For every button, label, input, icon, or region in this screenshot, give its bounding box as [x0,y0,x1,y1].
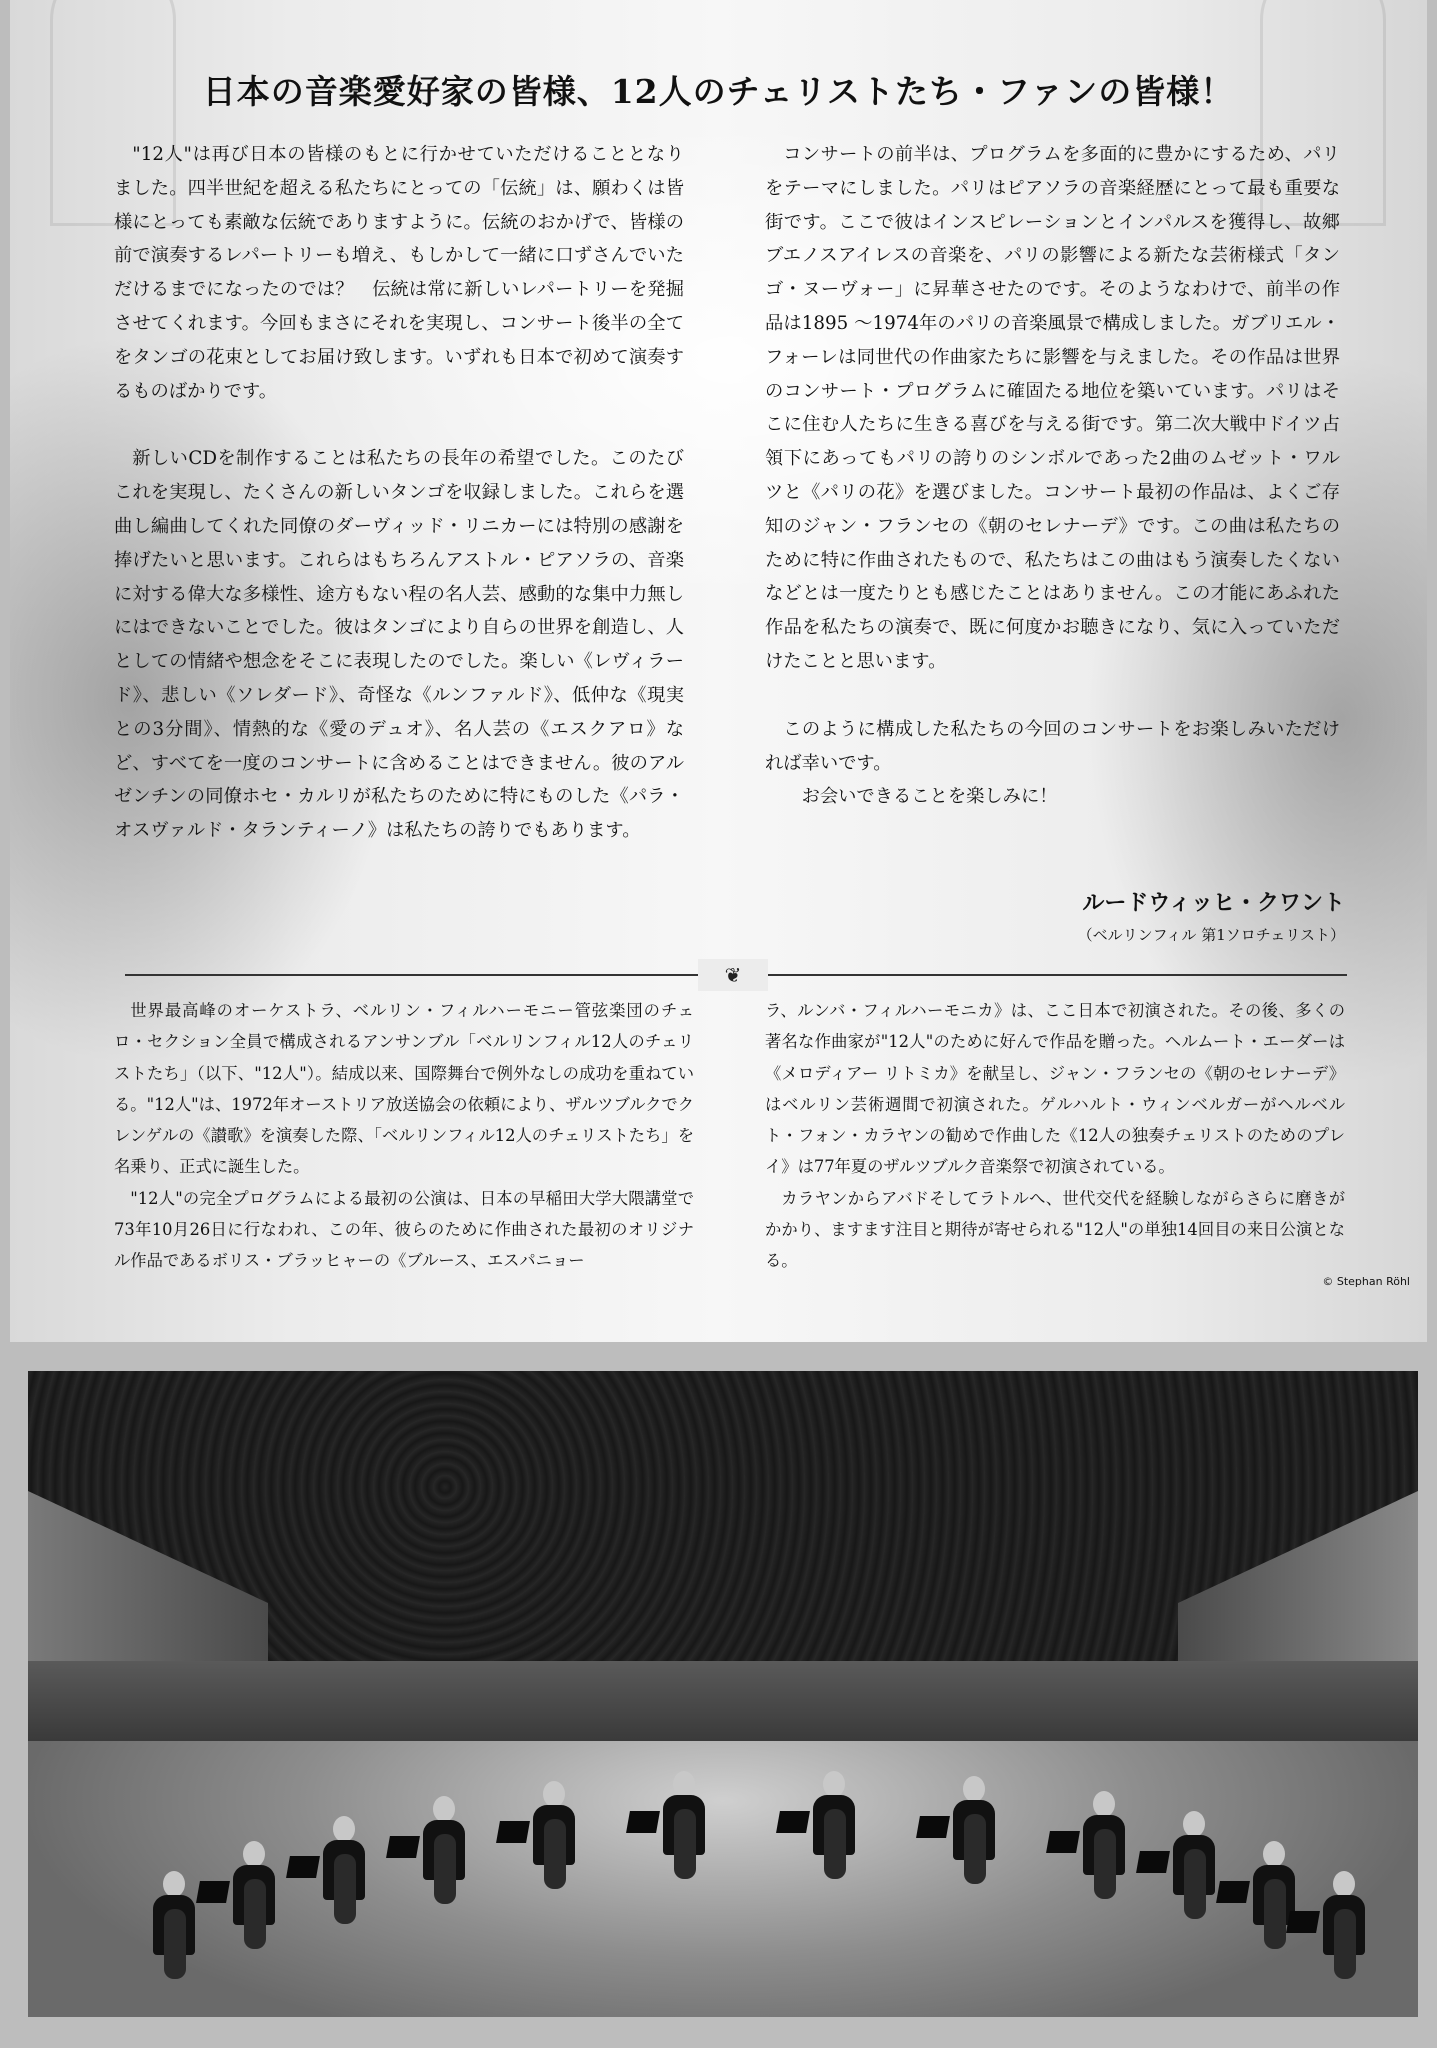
signature-name: ルードウィッヒ・クワント [1082,891,1345,916]
cellist [1078,1791,1128,1911]
letter-panel [10,0,1427,1342]
history-paragraph: カラヤンからアバドそしてラトルへ、世代交代を経験しながらさらに磨きがかかり、ますます注目と期待が寄せられる"12人"の単独14回目の来日公演となる。 [765,1188,1345,1271]
letter-column-right [765,138,1340,814]
cellist [658,1771,708,1891]
history-paragraph: 世界最高峰のオーケストラ、ベルリン・フィルハーモニー管弦楽団のチェロ・セクション全員で構成されるアンサンブル「ベルリンフィル12人のチェリストたち」（以下、"12人"）。結成以来、国際舞台で例外なしの成功を重ねている。"12人"は、1972年オーストリア放送協会の依頼により、ザルツブルクでクレンゲルの《讃歌》を演奏した際、「ベルリンフィル12人のチェリストたち」を名乗り、正式に誕生した。 [114,1001,694,1177]
history-column-left [114,995,694,1277]
cellist [1248,1841,1298,1961]
cellist [228,1841,278,1961]
letter-paragraph: このように構成した私たちの今回のコンサートをお楽しみいただければ幸いです。 [765,718,1340,774]
page-title: 日本の音楽愛好家の皆様、12人のチェリストたち・ファンの皆様！ [202,72,1235,111]
photo-credit: © Stephan Röhl [1322,1275,1410,1288]
cellist [528,1781,578,1901]
cellist [148,1871,198,1991]
history-paragraph: ラ、ルンバ・フィルハーモニカ》は、ここ日本で初演された。その後、多くの著名な作曲家が"12人"のために好んで作品を贈った。ヘルムート・エーダーは《メロディアー リトミカ》を献呈し、ジャン・フランセの《朝のセレナーデ》はベルリン芸術週間で初演された。ゲルハルト・ウィンベルガーがヘルベルト・フォン・カラヤンの勧めで作曲した《12人の独奏チェリストのためのプレイ》は77年夏のザルツブルク音楽祭で初演されている。 [765,1001,1345,1177]
letter-paragraph: コンサートの前半は、プログラムを多面的に豊かにするため、パリをテーマにしました。パリはピアソラの音楽経歴にとって最も重要な街です。ここで彼はインスピレーションとインパルスを獲得し、故郷ブエノスアイレスの音楽を、パリの影響による新たな芸術様式「タンゴ・ヌーヴォー」に昇華させたのです。そのようなわけで、前半の作品は1895 ～1974年のパリの音楽風景で構成しました。ガブリエル・フォーレは同世代の作曲家たちに影響を与えました。その作品は世界のコンサート・プログラムに確固たる地位を築いています。パリはそこに住む人たちに生きる喜びを与える街です。第二次大戦中ドイツ占領下にあってもパリの誇りのシンボルであった2曲のムゼット・ワルツと《パリの花》を選びました。コンサート最初の作品は、よくご存知のジャン・フランセの《朝のセレナーデ》です。この曲は私たちのために特に作曲されたもので、私たちはこの曲はもう演奏したくないなどとは一度たりとも感じたことはありません。この才能にあふれた作品を私たちの演奏で、既に何度かお聴きになり、気に入っていただけたことと思います。 [765,144,1340,672]
cellist [1168,1811,1218,1931]
letter-paragraph: 新しいCDを制作することは私たちの長年の希望でした。このたびこれを実現し、たくさんの新しいタンゴを収録しました。これらを選曲し編曲してくれた同僚のダーヴィッド・リニカーには特別の感謝を捧げたいと思います。これらはもちろんアストル・ピアソラの、音楽に対する偉大な多様性、途方もない程の名人芸、感動的な集中力無しにはできないことでした。彼はタンゴにより自らの世界を創造し、人としての情緒や想念をそこに表現したのでした。楽しい《レヴィラード》、悲しい《ソレダード》、奇怪な《ルンファルド》、低仲な《現実との3分間》、情熱的な《愛のデュオ》、名人芸の《エスクアロ》など、すべてを一度のコンサートに含めることはできません。彼のアルゼンチンの同僚ホセ・カルリが私たちのために特にものした《パラ・オスヴァルド・タランティーノ》は私たちの誇りでもあります。 [114,448,684,842]
cellist [1318,1871,1368,1991]
cellist [318,1816,368,1936]
signature-title: （ベルリンフィル 第1ソロチェリスト） [1077,926,1345,944]
history-column-right [765,995,1345,1277]
cellist [808,1771,858,1891]
concert-photo [28,1371,1418,2017]
history-paragraph: "12人"の完全プログラムによる最初の公演は、日本の早稲田大学大隈講堂で73年10月26日に行なわれ、この年、彼らのために作曲された最初のオリジナル作品であるボリス・ブラッヒャーの《ブルース、エスパニョー [114,1188,694,1271]
letter-column-left [114,138,684,848]
letter-paragraph: "12人"は再び日本の皆様のもとに行かせていただけることとなりました。四半世紀を超える私たちにとっての「伝統」は、願わくは皆様にとっても素敵な伝統でありますように。伝統のおかげで、皆様の前で演奏するレパートリーも増え、もしかして一緒に口ずさんでいただけるまでになったのでは？ 伝統は常に新しいレパートリーを発掘させてくれます。今回もまさにそれを実現し、コンサート後半の全てをタンゴの花束としてお届け致します。いずれも日本で初めて演奏するものばかりです。 [114,144,684,402]
ornament-icon: ❦ [698,959,768,991]
cellist [948,1776,998,1896]
cellist [418,1796,468,1916]
letter-closing: お会いできることを楽しみに！ [801,786,1058,808]
stage-rail [28,1661,1418,1741]
